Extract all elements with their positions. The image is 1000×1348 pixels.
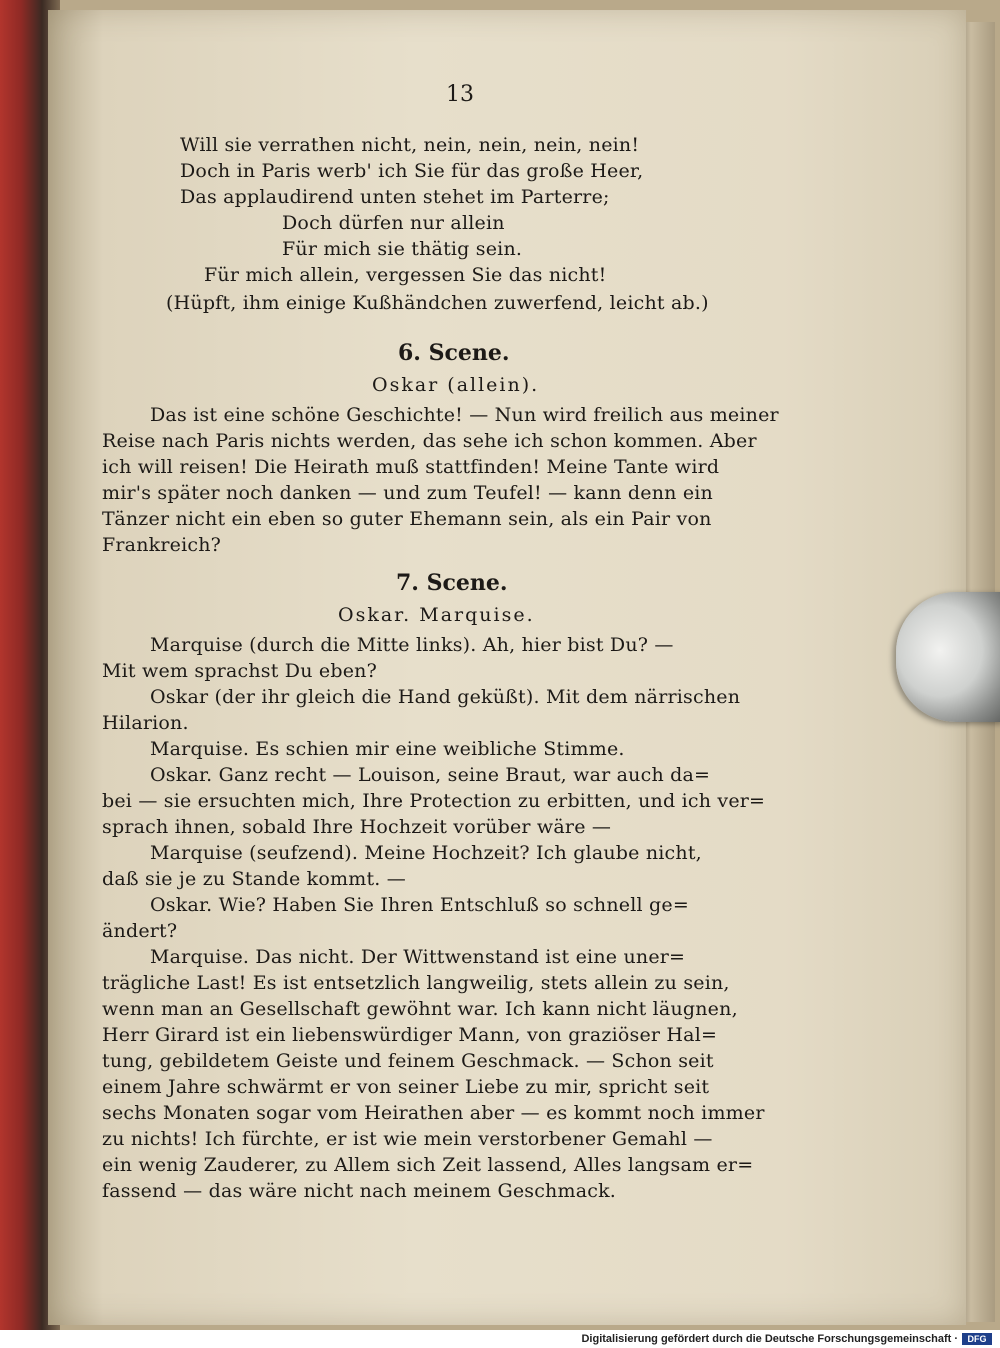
dialogue-line: mir's später noch danken — und zum Teufel! — kann denn ein xyxy=(102,482,713,504)
verse-line: Für mich allein, vergessen Sie das nicht! xyxy=(204,264,607,286)
verse-line: Für mich sie thätig sein. xyxy=(282,238,523,260)
scene-persons: Oskar. Marquise. xyxy=(338,604,535,626)
verse-line: Doch dürfen nur allein xyxy=(282,212,505,234)
dialogue-line: Oskar (der ihr gleich die Hand geküßt). Mit dem närrischen xyxy=(150,686,741,708)
stage-direction: (Hüpft, ihm einige Kußhändchen zuwerfend, leicht ab.) xyxy=(166,292,709,314)
dialogue-line: bei — sie ersuchten mich, Ihre Protection zu erbitten, und ich ver= xyxy=(102,790,766,812)
dialogue-line: einem Jahre schwärmt er von seiner Liebe zu mir, spricht seit xyxy=(102,1076,710,1098)
dialogue-line: Das ist eine schöne Geschichte! — Nun wird freilich aus meiner xyxy=(150,404,779,426)
dialogue-line: Oskar. Ganz recht — Louison, seine Braut, war auch da= xyxy=(150,764,711,786)
dialogue-line: Frankreich? xyxy=(102,534,222,556)
dialogue-line: Marquise. Es schien mir eine weibliche Stimme. xyxy=(150,738,625,760)
dialogue-line: Hilarion. xyxy=(102,712,189,734)
dialogue-line: Tänzer nicht ein eben so guter Ehemann sein, als ein Pair von xyxy=(102,508,712,530)
dialogue-line: ich will reisen! Die Heirath muß stattfinden! Meine Tante wird xyxy=(102,456,720,478)
dialogue-line: ändert? xyxy=(102,920,178,942)
dfg-logo: DFG xyxy=(962,1333,992,1345)
dialogue-line: Reise nach Paris nichts werden, das sehe ich schon kommen. Aber xyxy=(102,430,757,452)
dialogue-line: zu nichts! Ich fürchte, er ist wie mein verstorbener Gemahl — xyxy=(102,1128,713,1150)
scene-heading: 7. Scene. xyxy=(396,570,508,596)
dialogue-line: trägliche Last! Es ist entsetzlich langweilig, stets allein zu sein, xyxy=(102,972,730,994)
verse-line: Will sie verrathen nicht, nein, nein, nein, nein! xyxy=(180,134,640,156)
page-number: 13 xyxy=(446,82,474,107)
dialogue-line: Oskar. Wie? Haben Sie Ihren Entschluß so schnell ge= xyxy=(150,894,689,916)
dialogue-line: Marquise (seufzend). Meine Hochzeit? Ich glaube nicht, xyxy=(150,842,702,864)
page-clip xyxy=(896,592,1000,722)
dialogue-line: Mit wem sprachst Du eben? xyxy=(102,660,377,682)
dialogue-line: Herr Girard ist ein liebenswürdiger Mann, von graziöser Hal= xyxy=(102,1024,718,1046)
scene-persons: Oskar (allein). xyxy=(372,374,540,396)
dialogue-line: wenn man an Gesellschaft gewöhnt war. Ich kann nicht läugnen, xyxy=(102,998,738,1020)
dialogue-line: tung, gebildetem Geiste und feinem Geschmack. — Schon seit xyxy=(102,1050,714,1072)
verse-line: Das applaudirend unten stehet im Parterre; xyxy=(180,186,610,208)
verse-line: Doch in Paris werb' ich Sie für das große Heer, xyxy=(180,160,644,182)
dialogue-line: Marquise (durch die Mitte links). Ah, hier bist Du? — xyxy=(150,634,674,656)
dialogue-line: ein wenig Zauderer, zu Allem sich Zeit lassend, Alles langsam er= xyxy=(102,1154,754,1176)
dialogue-line: Marquise. Das nicht. Der Wittwenstand ist eine uner= xyxy=(150,946,686,968)
dialogue-line: daß sie je zu Stande kommt. — xyxy=(102,868,406,890)
dialogue-line: fassend — das wäre nicht nach meinem Geschmack. xyxy=(102,1180,617,1202)
funding-credit: Digitalisierung gefördert durch die Deutsche Forschungsgemeinschaft · xyxy=(581,1333,958,1345)
scene-heading: 6. Scene. xyxy=(398,340,510,366)
dialogue-line: sechs Monaten sogar vom Heirathen aber — es kommt noch immer xyxy=(102,1102,765,1124)
dialogue-line: sprach ihnen, sobald Ihre Hochzeit vorüber wäre — xyxy=(102,816,612,838)
